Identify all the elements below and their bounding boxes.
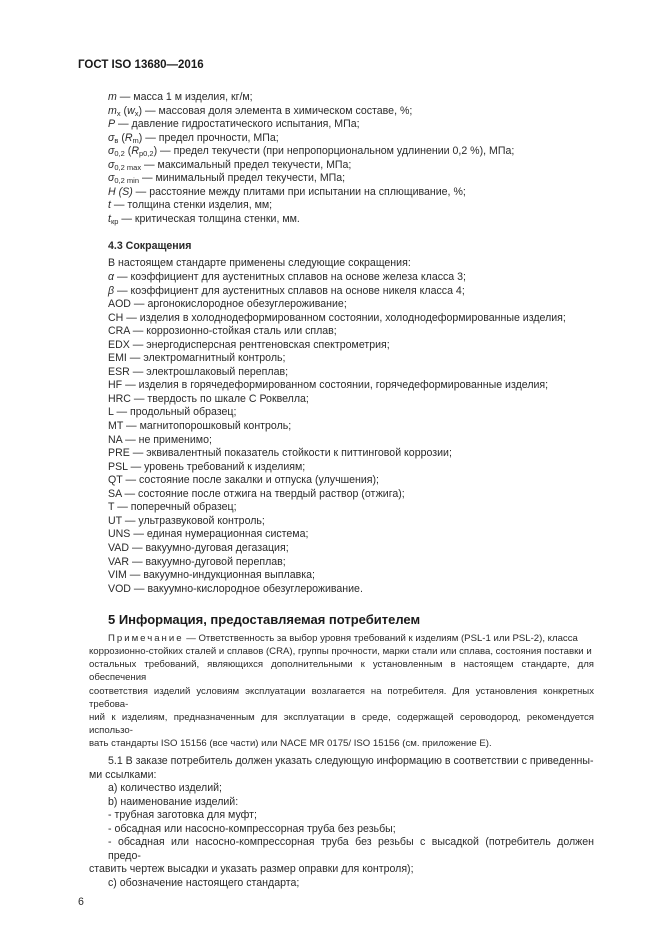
symbol: (: [124, 145, 132, 158]
symbol: ): [138, 104, 142, 117]
abbreviation-item: [89, 366, 594, 380]
note-continuation: [89, 645, 594, 750]
definition-text: — масса 1 м изделия, кг/м;: [116, 91, 253, 103]
paragraph-line: - обсадная или насосно-компрессорная труба без резьбы;: [108, 822, 396, 835]
symbol-definition: [89, 172, 594, 186]
symbol: α: [108, 271, 115, 284]
definition-text: — вакуумно-дуговой переплав;: [129, 555, 286, 568]
definition-text: — массовая доля элемента в химическом составе, %;: [142, 104, 413, 117]
symbol: R: [124, 131, 133, 144]
abbreviation-item: [89, 515, 594, 529]
paragraph-line: 5.1 В заказе потребитель должен указать следующую информацию в соответствии с приведенны-: [108, 754, 594, 767]
symbol-definition: [89, 105, 594, 119]
paragraph-line: - трубная заготовка для муфт;: [108, 809, 257, 822]
note-first-line: [89, 632, 594, 645]
subscript: в: [114, 135, 119, 145]
symbol: HF: [108, 379, 123, 392]
symbol: ): [138, 131, 143, 144]
abbreviation-item: [89, 312, 594, 326]
definition-text: — не применимо;: [122, 433, 212, 446]
abbreviation-item: [89, 379, 594, 393]
definition-text: — продольный образец;: [113, 406, 237, 419]
abbreviation-item: [89, 488, 594, 502]
symbol: P: [108, 118, 116, 131]
symbol: R: [131, 145, 139, 158]
definition-text: — единая нумерационная система;: [130, 528, 309, 541]
symbol-definition: [89, 186, 594, 200]
symbol: VAD: [108, 541, 129, 554]
note-label: Примечание: [108, 633, 184, 645]
paragraph-5-1: [89, 755, 594, 890]
symbol: m: [108, 104, 117, 117]
symbol: UNS: [108, 528, 131, 541]
definition-text: — предел прочности, МПа;: [142, 131, 279, 144]
definition-text: — критическая толщина стенки, мм.: [118, 212, 300, 225]
abbreviation-item: [89, 339, 594, 353]
note-line: — Ответственность за выбор уровня требований к изделиям (PSL-1 или PSL-2), класса: [183, 633, 578, 645]
symbol-definition: [89, 132, 594, 146]
symbol: VOD: [108, 582, 131, 595]
abbreviation-item: [89, 271, 594, 285]
note-line: остальных требований, являющихся дополнительными к установленным в настоящем стандарте, для обеспечения: [89, 659, 594, 684]
symbol: NA: [108, 433, 123, 446]
page-number: 6: [78, 896, 84, 909]
abbreviation-item: [89, 542, 594, 556]
paragraph-line: b) наименование изделий:: [108, 795, 239, 808]
abbreviation-item: [89, 420, 594, 434]
definition-text: — минимальный предел текучести, МПа;: [139, 172, 346, 185]
paragraph-line: a) количество изделий;: [108, 782, 223, 795]
section-heading-4-3: 4.3 Сокращения: [108, 240, 192, 253]
symbol: AOD: [108, 298, 131, 311]
symbol: ESR: [108, 365, 130, 378]
symbol: QT: [108, 474, 123, 487]
symbol: β: [108, 284, 115, 297]
definition-text: — предел текучести (при непропорциональном удлинении 0,2 %), МПа;: [157, 145, 515, 158]
symbol-definition: [89, 199, 594, 213]
definition-text: — состояние после отжига на твердый раствор (отжига);: [121, 487, 405, 500]
note-line: ний к изделиям, предназначенным для эксплуатации в среде, содержащей сероводород, рекомендуется использо-: [89, 711, 594, 736]
symbol: m: [108, 91, 117, 103]
definition-text: — коррозионно-стойкая сталь или сплав;: [129, 325, 337, 338]
definition-text: — уровень требований к изделиям;: [127, 460, 306, 473]
paragraph-line: ми ссылками:: [89, 768, 157, 781]
symbol: CRA: [108, 325, 130, 338]
note-block: [89, 632, 594, 750]
definition-text: — толщина стенки изделия, мм;: [110, 199, 273, 212]
symbol: VIM: [108, 569, 127, 582]
symbol: σ: [108, 172, 115, 185]
abbreviation-item: [89, 474, 594, 488]
symbol-definition: [89, 213, 594, 227]
paragraph-line: - обсадная или насосно-компрессорная труба без резьбы с высадкой (потребитель должен предо-: [108, 836, 594, 862]
symbol-list: [89, 91, 594, 226]
subscript: 0,2: [114, 149, 125, 159]
definition-text: — аргонокислородное обезуглероживание;: [130, 298, 347, 311]
note-line: коррозионно-стойких сталей и сплавов (CRA), группы прочности, марки стали или сплава, состояния поставки и: [89, 646, 592, 658]
abbreviation-item: [89, 352, 594, 366]
paragraph-line: ставить чертеж высадки и указать размер оправки для контроля);: [89, 863, 414, 876]
definition-text: — изделия в холоднодеформированном состоянии, холоднодеформированные изделия;: [123, 311, 566, 324]
symbol-definition: [89, 91, 594, 105]
definition-text: — электрошлаковый переплав;: [129, 365, 289, 378]
symbol: MT: [108, 420, 124, 433]
symbol: σ: [108, 131, 115, 144]
abbreviation-item: [89, 393, 594, 407]
symbol: σ: [108, 145, 115, 158]
subscript: m: [132, 135, 139, 145]
definition-text: — вакуумно-индукционная выплавка;: [126, 569, 315, 582]
definition-text: — ультразвуковой контроль;: [121, 514, 265, 527]
definition-text: — магнитопорошковый контроль;: [123, 420, 292, 433]
symbol: PRE: [108, 447, 130, 460]
abbreviation-item: [89, 298, 594, 312]
symbol: σ: [108, 158, 115, 171]
paragraph-line: c) обозначение настоящего стандарта;: [108, 876, 300, 889]
symbol: t: [108, 212, 111, 225]
note-line: вать стандарты ISO 15156 (все части) или NACE MR 0175/ ISO 15156 (см. приложение Е).: [89, 737, 492, 749]
definition-text: — расстояние между плитами при испытании на сплющивание, %;: [132, 185, 466, 198]
symbol: (: [120, 104, 128, 117]
symbol: EMI: [108, 352, 127, 365]
definition-text: — твердость по шкале С Роквелла;: [130, 392, 309, 405]
symbol: EDX: [108, 338, 130, 351]
abbreviations-intro: В настоящем стандарте применены следующие сокращения:: [108, 257, 411, 270]
subscript: 0,2 min: [114, 176, 139, 186]
abbreviations-block: [89, 257, 594, 596]
abbreviation-item: [89, 556, 594, 570]
definition-text: — коэффициент для аустенитных сплавов на основе никеля класса 4;: [114, 284, 465, 297]
abbreviation-item: [89, 285, 594, 299]
subscript: 0,2 max: [114, 162, 142, 172]
symbol: HRC: [108, 392, 131, 405]
abbreviation-item: [89, 325, 594, 339]
symbol-definition: [89, 159, 594, 173]
subscript: x: [134, 108, 139, 118]
symbol: (: [118, 131, 125, 144]
subscript: кр: [110, 216, 119, 226]
symbol-definition: [89, 118, 594, 132]
definition-text: — максимальный предел текучести, МПа;: [141, 158, 352, 171]
definition-text: — энергодисперсная рентгеновская спектрометрия;: [129, 338, 390, 351]
definition-text: — электромагнитный контроль;: [126, 352, 286, 365]
symbol: CH: [108, 311, 124, 324]
section-heading-5: 5 Информация, предоставляемая потребителем: [108, 612, 421, 628]
definition-text: — коэффициент для аустенитных сплавов на основе железа класса 3;: [114, 271, 466, 284]
abbreviation-item: [89, 528, 594, 542]
abbreviation-item: [89, 406, 594, 420]
symbol: PSL: [108, 460, 128, 473]
document-header: ГОСТ ISO 13680—2016: [78, 59, 204, 71]
definition-text: — вакуумно-кислородное обезуглероживание.: [130, 582, 363, 595]
note-line: соответствия изделий условиям эксплуатации возлагается на потребителя. Для установления конкретных требова-: [89, 685, 594, 710]
definition-text: — вакуумно-дуговая дегазация;: [129, 541, 289, 554]
abbreviation-item: [89, 434, 594, 448]
abbreviation-item: [89, 461, 594, 475]
symbol: T: [108, 501, 115, 514]
abbreviation-item: [89, 583, 594, 597]
symbol: ): [153, 145, 158, 158]
symbol-definition: [89, 145, 594, 159]
definition-text: — эквивалентный показатель стойкости к питтинговой коррозии;: [129, 447, 452, 460]
abbreviations-list: [89, 271, 594, 596]
definition-text: — изделия в горячедеформированном состоянии, горячедеформированные изделия;: [122, 379, 549, 392]
symbol: H (S): [108, 185, 133, 198]
abbreviation-item: [89, 501, 594, 515]
symbol: SA: [108, 487, 122, 500]
definition-text: — поперечный образец;: [114, 501, 237, 514]
subscript: x: [116, 108, 121, 118]
definition-text: — состояние после закалки и отпуска (улучшения);: [122, 474, 379, 487]
symbol: t: [108, 199, 111, 212]
symbol: UT: [108, 514, 122, 527]
symbol: VAR: [108, 555, 129, 568]
abbreviation-item: [89, 447, 594, 461]
symbol: w: [127, 104, 135, 117]
definition-text: — давление гидростатического испытания, МПа;: [115, 118, 360, 131]
symbol: L: [108, 406, 114, 419]
subscript: p0,2: [138, 149, 154, 159]
abbreviation-item: [89, 569, 594, 583]
